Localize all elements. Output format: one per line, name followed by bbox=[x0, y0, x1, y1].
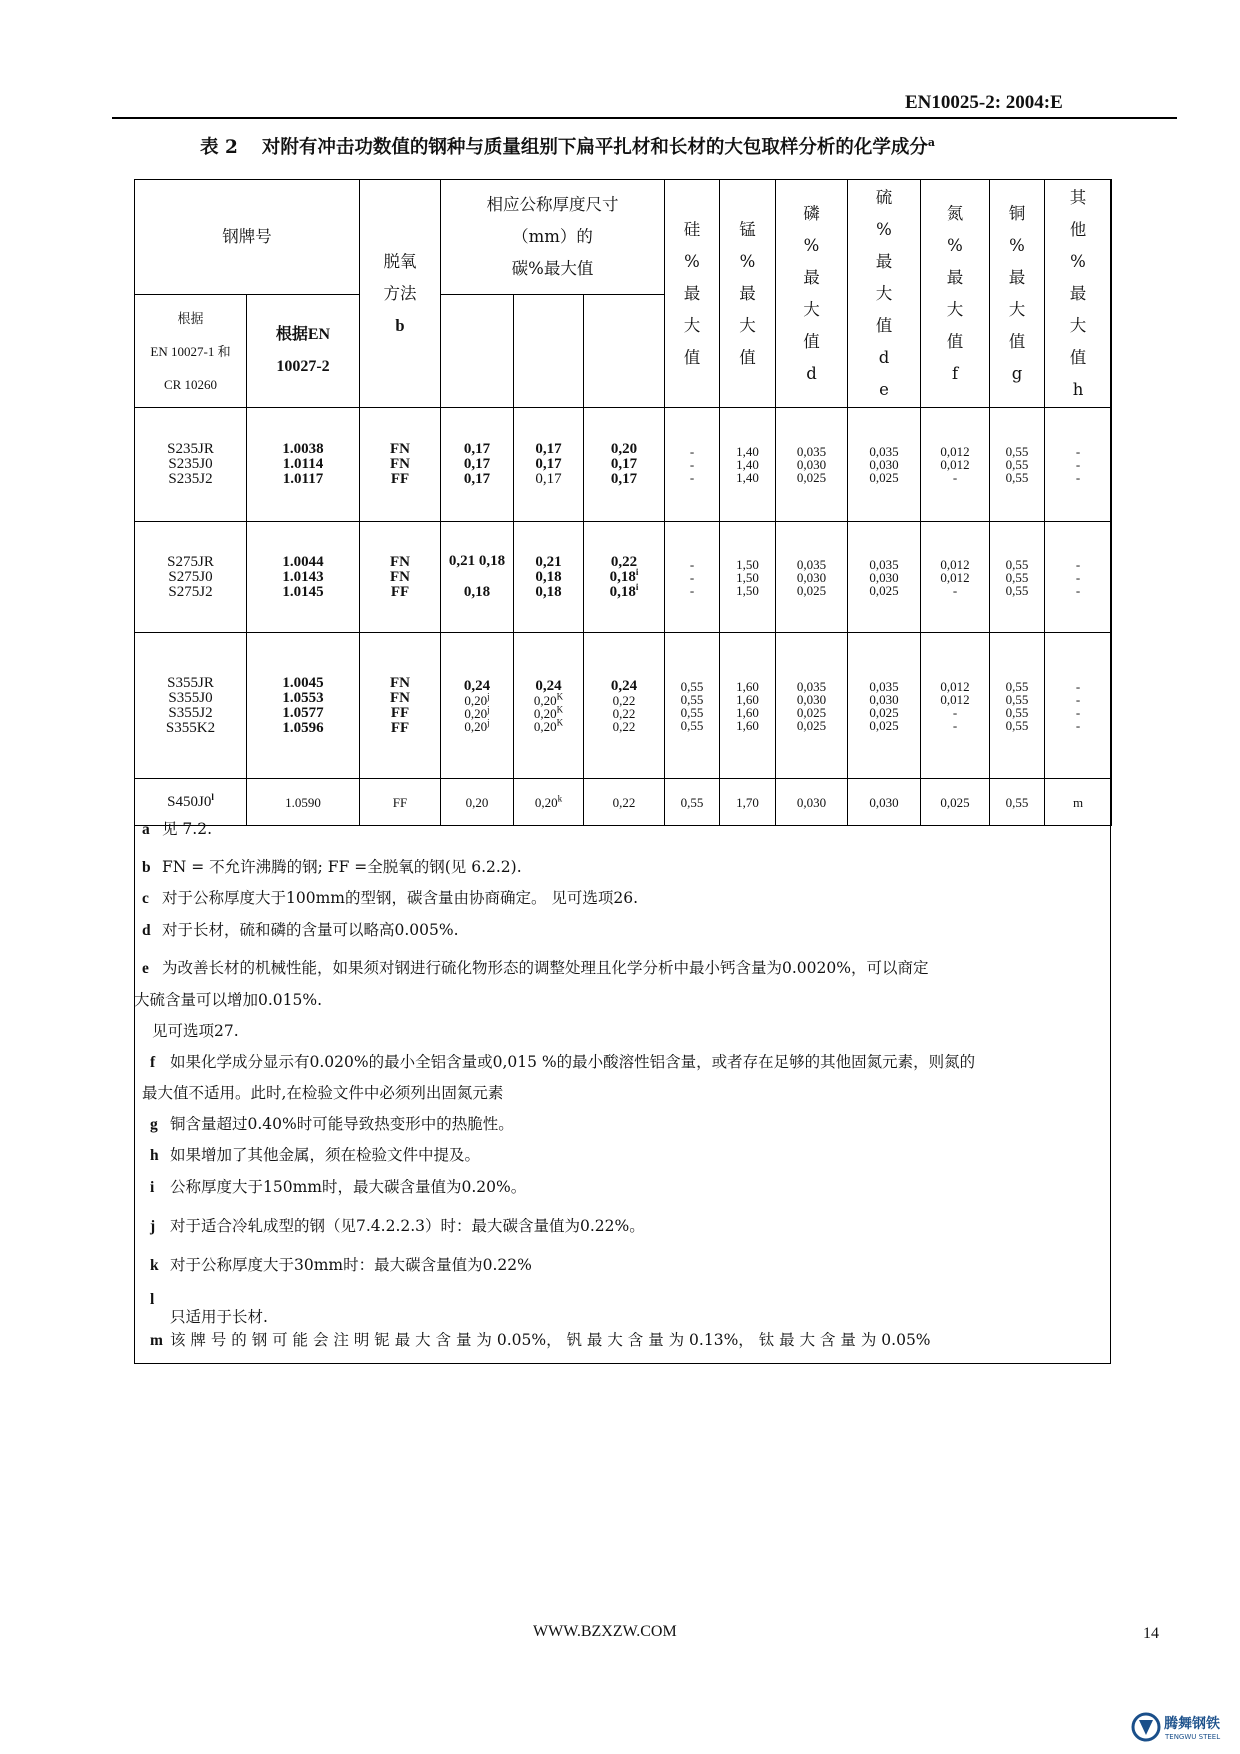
cell-grade-names bbox=[135, 633, 247, 779]
cell-mn: 1,70 bbox=[720, 779, 776, 826]
footnote-key: b bbox=[142, 859, 151, 876]
footnote-text: 见可选项27. bbox=[152, 1022, 239, 1040]
cell-n: 0,025 bbox=[921, 779, 990, 826]
carbon-value: 0,18 bbox=[609, 568, 636, 585]
cell-n bbox=[921, 522, 990, 633]
carbon-value: 0,24 bbox=[535, 677, 562, 694]
cell-grade-names bbox=[135, 779, 247, 826]
other-value: - bbox=[1075, 582, 1081, 598]
n-value: - bbox=[952, 717, 958, 733]
footnote-ref: K bbox=[556, 704, 564, 715]
carbon-value: 0,20 bbox=[533, 718, 557, 734]
footnote-key: c bbox=[142, 890, 149, 907]
cell-n bbox=[921, 633, 990, 779]
title-footnote-ref: a bbox=[927, 135, 935, 149]
carbon-value: 0,20 bbox=[533, 705, 557, 721]
carbon-value: 0,22 bbox=[610, 553, 638, 570]
grade-name: S235JR bbox=[167, 441, 214, 457]
p-value: 0,035 bbox=[796, 444, 827, 459]
s-value: 0,025 bbox=[869, 717, 899, 733]
cell-s bbox=[848, 408, 921, 522]
cell-grade-numbers bbox=[247, 633, 360, 779]
cell-c3 bbox=[584, 633, 665, 779]
footnote-k bbox=[150, 1258, 532, 1274]
company-logo bbox=[1130, 1708, 1230, 1746]
cell-other: m bbox=[1045, 779, 1112, 826]
cell-si bbox=[665, 408, 720, 522]
mn-value: 1,40 bbox=[736, 444, 759, 459]
n-value: - bbox=[952, 704, 958, 720]
grade-number: 1.0038 bbox=[282, 441, 324, 457]
header-std-en10027-1: 根据 EN 10027-1 和 CR 10260 bbox=[135, 295, 247, 408]
table-title bbox=[200, 133, 935, 159]
carbon-value: 0,21 0,18 bbox=[448, 553, 506, 569]
cell-c3 bbox=[584, 522, 665, 633]
deox-value: FF bbox=[390, 583, 410, 600]
header-carbon bbox=[441, 180, 665, 295]
n-value: 0,012 bbox=[940, 457, 970, 472]
s-value: 0,025 bbox=[869, 470, 899, 485]
carbon-value: 0,18 bbox=[609, 583, 636, 600]
footnote-a bbox=[142, 822, 212, 838]
n-value: 0,012 bbox=[940, 556, 970, 572]
cell-deox bbox=[360, 408, 441, 522]
carbon-value: 0,22 bbox=[612, 718, 636, 734]
carbon-value: 0,17 bbox=[463, 471, 491, 487]
header-s: 硫 % 最 大 值 d e bbox=[848, 180, 921, 408]
p-value: 0,030 bbox=[796, 457, 827, 472]
mn-value: 1,50 bbox=[736, 556, 759, 572]
footnote-text: 对于长材，硫和磷的含量可以略高0.005%. bbox=[162, 921, 459, 939]
logo-en-text: TENGWU STEEL bbox=[1165, 1733, 1221, 1741]
cell-other bbox=[1045, 522, 1112, 633]
footnote-h bbox=[150, 1148, 480, 1164]
cu-value: 0,55 bbox=[1005, 717, 1029, 733]
si-value: 0,55 bbox=[680, 678, 704, 694]
table-number: 表 2 bbox=[200, 137, 238, 158]
document-id: EN10025-2: 2004:E bbox=[905, 92, 1063, 113]
cell-grade-names bbox=[135, 522, 247, 633]
other-value: - bbox=[1075, 444, 1081, 459]
mn-value: 1,60 bbox=[736, 704, 759, 720]
footnote-i bbox=[150, 1180, 526, 1196]
s-value: 0,025 bbox=[869, 704, 899, 720]
header-std-en10027-2: 根据EN 10027-2 bbox=[247, 295, 360, 408]
cell-cu bbox=[990, 408, 1045, 522]
cell-s: 0,030 bbox=[848, 779, 921, 826]
cell-cu bbox=[990, 522, 1045, 633]
cell-c3 bbox=[584, 408, 665, 522]
grade-number: 1.0145 bbox=[282, 583, 324, 600]
footnote-key: e bbox=[142, 960, 149, 977]
grade-name: S355J2 bbox=[168, 704, 213, 721]
carbon-value: 0,18 bbox=[463, 584, 491, 600]
carbon-value: 0,20 bbox=[464, 692, 488, 708]
cell-c1 bbox=[441, 633, 514, 779]
p-value: 0,030 bbox=[796, 691, 827, 707]
footnote-ref: j bbox=[487, 717, 490, 728]
footnote-key: g bbox=[150, 1116, 158, 1133]
footnote-text: 对于公称厚度大于100mm的型钢，碳含量由协商确定。 见可选项26. bbox=[162, 889, 639, 907]
carbon-value: 0,20 bbox=[464, 705, 488, 721]
cell-c2 bbox=[514, 779, 584, 826]
cell-n bbox=[921, 408, 990, 522]
footnote-text: 最大值不适用。此时,在检验文件中必须列出固氮元素 bbox=[142, 1084, 504, 1102]
grade-name: S275J0 bbox=[168, 568, 213, 585]
footnote-key: h bbox=[150, 1147, 159, 1164]
carbon-value-ref bbox=[533, 717, 564, 734]
footer-url: WWW.BZXZW.COM bbox=[533, 1623, 677, 1640]
footnote-text: FN = 不允许沸腾的钢; FF =全脱氧的钢(见 6.2.2). bbox=[162, 858, 522, 876]
deox-value: FF bbox=[390, 719, 410, 736]
footnote-ref: K bbox=[556, 717, 564, 728]
footnote-g bbox=[150, 1117, 514, 1133]
deox-value: FN bbox=[390, 568, 410, 585]
carbon-value: 0,17 bbox=[463, 456, 491, 472]
cell-cu: 0,55 bbox=[990, 779, 1045, 826]
footnote-c bbox=[142, 891, 638, 907]
header-carbon-sub1 bbox=[441, 295, 514, 408]
carbon-value: 0,17 bbox=[535, 441, 562, 457]
cell-c1: 0,20 bbox=[441, 779, 514, 826]
cell-c3: 0,22 bbox=[584, 779, 665, 826]
other-value: - bbox=[1075, 470, 1081, 485]
grade-name: S355K2 bbox=[165, 719, 216, 736]
footnote-key: l bbox=[150, 1291, 155, 1308]
p-value: 0,030 bbox=[796, 569, 827, 585]
grade-name: S355J0 bbox=[168, 689, 213, 706]
footnote-b bbox=[142, 860, 522, 876]
header-deoxidation-label: 脱氧 方法 bbox=[383, 251, 417, 303]
footnote-l bbox=[150, 1292, 170, 1308]
si-value: - bbox=[689, 569, 695, 585]
footnote-ref: i bbox=[635, 581, 639, 592]
carbon-value-ref bbox=[609, 581, 639, 600]
header-rule bbox=[112, 117, 1177, 119]
cu-value: 0,55 bbox=[1005, 556, 1029, 572]
header-mn: 锰 % 最 大 值 bbox=[720, 180, 776, 408]
si-value: - bbox=[689, 457, 695, 472]
header-si: 硅 % 最 大 值 bbox=[665, 180, 720, 408]
grade-number: 1.0596 bbox=[282, 719, 324, 736]
deox-value: FF bbox=[390, 704, 410, 721]
cell-other bbox=[1045, 633, 1112, 779]
header-other: 其 他 % 最 大 值 h bbox=[1045, 180, 1112, 408]
cell-cu bbox=[990, 633, 1045, 779]
footnote-l-text bbox=[170, 1310, 268, 1326]
grade-number: 1.0143 bbox=[282, 568, 324, 585]
p-value: 0,035 bbox=[796, 678, 827, 694]
grade-name: S235J2 bbox=[168, 471, 213, 487]
header-carbon-sub3 bbox=[584, 295, 665, 408]
carbon-value: 0,24 bbox=[610, 677, 638, 694]
n-value: 0,012 bbox=[940, 678, 970, 694]
footnote-key: f bbox=[150, 1054, 156, 1071]
header-p: 磷 % 最 大 值 d bbox=[776, 180, 848, 408]
footnote-e-continued bbox=[134, 993, 322, 1009]
footnote-j bbox=[150, 1219, 645, 1235]
footnote-ref: l bbox=[211, 791, 214, 802]
cell-c2 bbox=[514, 522, 584, 633]
p-value: 0,025 bbox=[796, 717, 827, 733]
header-cu: 铜 % 最 大 值 g bbox=[990, 180, 1045, 408]
si-value: - bbox=[689, 470, 695, 485]
footnote-d bbox=[142, 923, 459, 939]
cell-other bbox=[1045, 408, 1112, 522]
cell-deox: FF bbox=[360, 779, 441, 826]
grade-name: S275J2 bbox=[168, 583, 213, 600]
footnote-ref: j bbox=[487, 704, 490, 715]
carbon-value: 0,22 bbox=[612, 705, 636, 721]
logo-cn-text: 腾舞钢铁 bbox=[1164, 1716, 1220, 1732]
carbon-value: 0,20 bbox=[534, 794, 558, 810]
carbon-value-ref bbox=[464, 717, 490, 734]
grade-number: 1.0114 bbox=[282, 456, 324, 472]
footnote-text: 该 牌 号 的 钢 可 能 会 注 明 铌 最 大 含 量 为 0.05%， 钒 最 大 含 量 为 0.13%， 钛 最 大 含 量 为 0.05% bbox=[170, 1331, 931, 1349]
deox-value: FN bbox=[390, 674, 410, 691]
n-value: - bbox=[952, 582, 958, 598]
grade-number: 1.0044 bbox=[282, 553, 324, 570]
footnote-ref: j bbox=[487, 691, 490, 702]
n-value: - bbox=[952, 470, 958, 485]
other-value: - bbox=[1075, 691, 1081, 707]
carbon-value: 0,17 bbox=[535, 471, 562, 487]
footnote-text: 大硫含量可以增加0.015%. bbox=[134, 991, 323, 1009]
si-value: - bbox=[689, 556, 695, 572]
footnote-text: 只适用于长材. bbox=[170, 1308, 268, 1326]
mn-value: 1,50 bbox=[736, 582, 759, 598]
carbon-value: 0,17 bbox=[610, 456, 638, 472]
carbon-value: 0,18 bbox=[535, 568, 562, 585]
table-row bbox=[135, 408, 1112, 522]
mn-value: 1,50 bbox=[736, 569, 759, 585]
grade-name: S450J0 bbox=[167, 793, 212, 810]
si-value: 0,55 bbox=[680, 717, 704, 733]
cell-grade-numbers bbox=[247, 522, 360, 633]
grade-name: S275JR bbox=[167, 553, 214, 570]
footnote-key: a bbox=[142, 821, 150, 838]
header-carbon-label: 相应公称厚度尺寸 （mm）的 碳%最大值 bbox=[486, 195, 619, 278]
cell-p: 0,030 bbox=[776, 779, 848, 826]
cu-value: 0,55 bbox=[1005, 444, 1029, 459]
carbon-value: 0,20 bbox=[533, 692, 557, 708]
footnote-text: 如果增加了其他金属，须在检验文件中提及。 bbox=[170, 1146, 481, 1164]
grade-name: S355JR bbox=[167, 674, 214, 691]
grade-number: 1.0553 bbox=[282, 689, 324, 706]
carbon-value: 0,21 bbox=[535, 553, 562, 570]
grade-number: 1.0045 bbox=[282, 674, 324, 691]
carbon-value: 0,18 bbox=[535, 583, 562, 600]
grade-name: S235J0 bbox=[168, 456, 213, 472]
footnote-text: 对于适合冷轧成型的钢（见7.4.2.2.3）时：最大碳含量值为0.22%。 bbox=[170, 1217, 645, 1235]
cell-mn bbox=[720, 408, 776, 522]
n-value: 0,012 bbox=[940, 691, 970, 707]
table-caption: 对附有冲击功数值的钢种与质量组别下扁平扎材和长材的大包取样分析的化学成分 bbox=[261, 137, 928, 158]
s-value: 0,030 bbox=[869, 457, 899, 472]
other-value: - bbox=[1075, 569, 1081, 585]
footnote-key: i bbox=[150, 1179, 155, 1196]
footnote-text: 见 7.2. bbox=[162, 820, 213, 838]
n-value: 0,012 bbox=[940, 569, 970, 585]
carbon-value: 0,22 bbox=[612, 692, 636, 708]
p-value: 0,035 bbox=[796, 556, 827, 572]
header-n: 氮 % 最 大 值 f bbox=[921, 180, 990, 408]
header-deoxidation-ref: b bbox=[395, 315, 405, 335]
cell-grade-numbers: 1.0590 bbox=[247, 779, 360, 826]
cell-grade-names bbox=[135, 408, 247, 522]
footnote-m bbox=[150, 1333, 931, 1349]
chemical-composition-table bbox=[134, 179, 1112, 826]
cell-p bbox=[776, 522, 848, 633]
footnote-f bbox=[150, 1055, 975, 1071]
carbon-value: 0,24 bbox=[463, 677, 491, 694]
mn-value: 1,40 bbox=[736, 470, 759, 485]
si-value: - bbox=[689, 582, 695, 598]
si-value: 0,55 bbox=[680, 704, 704, 720]
p-value: 0,025 bbox=[796, 704, 827, 720]
mn-value: 1,60 bbox=[736, 678, 759, 694]
cu-value: 0,55 bbox=[1005, 569, 1029, 585]
footnote-ref: K bbox=[556, 691, 564, 702]
footnote-ref: k bbox=[557, 793, 563, 804]
cell-grade-numbers bbox=[247, 408, 360, 522]
carbon-value-ref bbox=[609, 566, 639, 585]
carbon-value: 0,17 bbox=[610, 471, 638, 487]
s-value: 0,025 bbox=[869, 582, 899, 598]
cell-c1 bbox=[441, 522, 514, 633]
p-value: 0,025 bbox=[796, 582, 827, 598]
n-value: 0,012 bbox=[940, 444, 970, 459]
footnote-key: m bbox=[150, 1332, 163, 1349]
table-row bbox=[135, 522, 1112, 633]
footnote-ref: i bbox=[635, 566, 639, 577]
si-value: - bbox=[689, 444, 695, 459]
cell-s bbox=[848, 633, 921, 779]
other-value: - bbox=[1075, 717, 1081, 733]
deox-value: FN bbox=[390, 689, 410, 706]
s-value: 0,035 bbox=[869, 556, 899, 572]
cu-value: 0,55 bbox=[1005, 470, 1029, 485]
header-deoxidation bbox=[360, 180, 441, 408]
cell-mn bbox=[720, 633, 776, 779]
deox-value: FF bbox=[390, 471, 410, 487]
cell-si bbox=[665, 522, 720, 633]
mn-value: 1,60 bbox=[736, 717, 759, 733]
footnote-text: 公称厚度大于150mm时，最大碳含量值为0.20%。 bbox=[170, 1178, 527, 1196]
cell-mn bbox=[720, 522, 776, 633]
cu-value: 0,55 bbox=[1005, 691, 1029, 707]
mn-value: 1,60 bbox=[736, 691, 759, 707]
other-value: - bbox=[1075, 704, 1081, 720]
header-grade: 钢牌号 bbox=[135, 180, 360, 295]
footnote-e-option bbox=[152, 1024, 239, 1040]
cu-value: 0,55 bbox=[1005, 457, 1029, 472]
s-value: 0,035 bbox=[869, 678, 899, 694]
table-row bbox=[135, 779, 1112, 826]
footnote-text: 为改善长材的机械性能，如果须对钢进行硫化物形态的调整处理且化学分析中最小钙含量为0.0020%，可以商定 bbox=[162, 959, 929, 977]
other-value: - bbox=[1075, 457, 1081, 472]
s-value: 0,030 bbox=[869, 691, 899, 707]
footnote-text: 如果化学成分显示有0.020%的最小全铝含量或0,015 %的最小酸溶性铝含量，或者存在足够的其他固氮元素，则氮的 bbox=[170, 1053, 976, 1071]
other-value: - bbox=[1075, 556, 1081, 572]
carbon-value: 0,17 bbox=[463, 441, 491, 457]
s-value: 0,035 bbox=[869, 444, 899, 459]
steel-logo-icon bbox=[1130, 1708, 1230, 1746]
cu-value: 0,55 bbox=[1005, 582, 1029, 598]
footnote-f-continued bbox=[142, 1086, 503, 1102]
footnote-e bbox=[142, 961, 928, 977]
cell-deox bbox=[360, 522, 441, 633]
footnote-key: d bbox=[142, 922, 151, 939]
deox-value: FN bbox=[390, 441, 410, 457]
deox-value: FN bbox=[390, 553, 410, 570]
other-value: - bbox=[1075, 678, 1081, 694]
deox-value: FN bbox=[390, 456, 410, 472]
cell-c1 bbox=[441, 408, 514, 522]
cell-deox bbox=[360, 633, 441, 779]
mn-value: 1,40 bbox=[736, 457, 759, 472]
cell-si bbox=[665, 633, 720, 779]
p-value: 0,025 bbox=[796, 470, 827, 485]
cell-p bbox=[776, 408, 848, 522]
cell-si: 0,55 bbox=[665, 779, 720, 826]
cell-c2 bbox=[514, 633, 584, 779]
header-carbon-sub2 bbox=[514, 295, 584, 408]
s-value: 0,030 bbox=[869, 569, 899, 585]
cell-c2 bbox=[514, 408, 584, 522]
carbon-value: 0,20 bbox=[610, 441, 638, 457]
page-number: 14 bbox=[1143, 1625, 1159, 1642]
carbon-value: 0,17 bbox=[535, 456, 562, 472]
table-row bbox=[135, 633, 1112, 779]
si-value: 0,55 bbox=[680, 691, 704, 707]
footnote-text: 铜含量超过0.40%时可能导致热变形中的热脆性。 bbox=[170, 1115, 514, 1133]
cell-p bbox=[776, 633, 848, 779]
footnote-key: k bbox=[150, 1257, 159, 1274]
cell-s bbox=[848, 522, 921, 633]
footnote-key: j bbox=[150, 1218, 156, 1235]
grade-number: 1.0117 bbox=[282, 471, 324, 487]
cu-value: 0,55 bbox=[1005, 704, 1029, 720]
grade-number: 1.0577 bbox=[282, 704, 324, 721]
cu-value: 0,55 bbox=[1005, 678, 1029, 694]
carbon-value: 0,20 bbox=[464, 718, 488, 734]
footnote-text: 对于公称厚度大于30mm时：最大碳含量值为0.22% bbox=[170, 1256, 532, 1274]
